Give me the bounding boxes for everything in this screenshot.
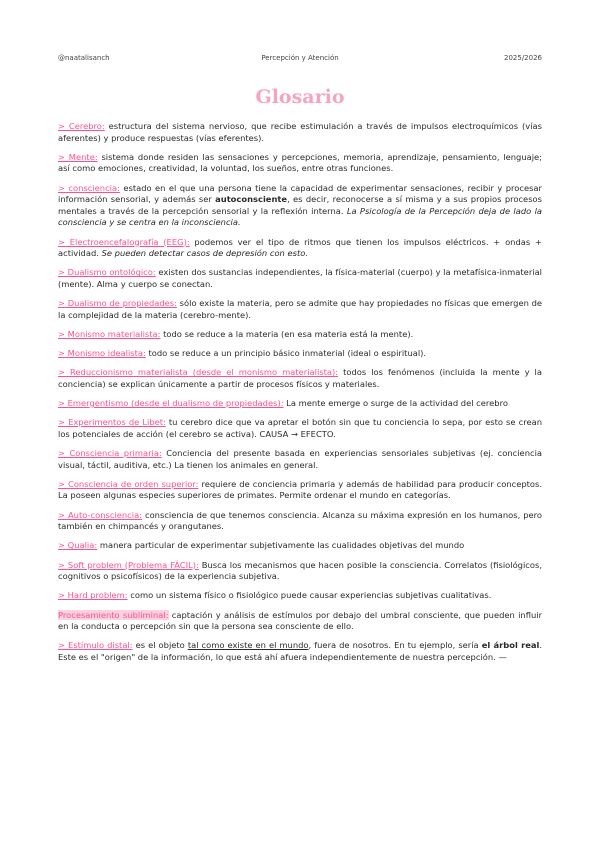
glossary-term: > Monismo idealista: (58, 348, 146, 359)
glossary-term: > Estímulo distal: (58, 640, 133, 651)
glossary-term: > Consciencia de orden superior: (58, 478, 199, 489)
header-subject: Percepción y Atención (261, 54, 339, 62)
glossary-entry (58, 152, 542, 175)
glossary-entry (58, 183, 542, 229)
definition-bold-text: autoconsciente (215, 194, 288, 205)
glossary-entry (58, 640, 542, 663)
definition-text: , fuera de nosotros. En tu ejemplo, sería (308, 640, 482, 651)
glossary-term: > Cerebro: (58, 121, 105, 131)
glossary-entry (58, 367, 542, 390)
definition-text: todos los fenómenos (incluida la mente y la conciencia) se explican únicamente a partir de procesos físicos y materiales. (58, 367, 542, 389)
glossary-entry (58, 448, 542, 471)
glossary-entry (58, 348, 542, 360)
glossary-entry (58, 590, 542, 602)
definition-text: es el objeto (132, 640, 188, 651)
glossary-entry (58, 540, 542, 552)
glossary-term: > consciencia: (58, 182, 120, 193)
definition-text: . Este es el "origen" de la información, lo que está ahí afuera independientemente de nuestra percepción. — (58, 640, 542, 662)
glossary-entry (58, 560, 542, 583)
glossary-term: > Dualismo de propiedades: (58, 298, 177, 309)
definition-italic-note: Se pueden detectar casos de depresión con esto. (101, 248, 308, 259)
glossary-term: > Hard problem: (58, 590, 128, 601)
definition-text: Conciencia del presente basada en experiencias sensoriales subjetivas (ej. conciencia visual, táctil, auditiva, etc.) La tienen los animales en general. (58, 448, 543, 470)
definition-text: sólo existe la materia, pero se admite que hay propiedades no físicas que emergen de la complejidad de la materia (cerebro-mente). (58, 298, 542, 320)
page-title: Glosario (255, 86, 345, 108)
page-header (58, 54, 542, 62)
definition-text: , es decir, reconocerse a sí misma y a sus propios procesos mentales a través de la percepción sensorial y la reflexión interna. (58, 194, 542, 216)
definition-text: captación y análisis de estímulos por debajo del umbral consciente, que pueden influir en la conducta o percepción sin que la persona sea consciente de ello. (58, 609, 543, 632)
glossary-term: > Soft problem (Problema FÁCIL): (58, 559, 199, 570)
glossary-entry (58, 479, 542, 502)
glossary-entry (58, 610, 542, 633)
definition-text: como un sistema físico o fisiológico puede causar experiencias subjetivas cualitativas. (127, 590, 492, 601)
definition-bold-text: el árbol real (481, 640, 540, 651)
glossary-term: > Emergentismo (desde el dualismo de propiedades): (58, 398, 284, 409)
glossary-term: > Auto-consciencia: (58, 509, 142, 520)
glossary-entry (58, 298, 542, 321)
definition-text: consciencia de que tenemos consciencia. Alcanza su máxima expresión en los humanos, pero también en chimpancés y orangutanes. (58, 509, 542, 532)
glossary-term: > Reduccionismo materialista (desde el monismo materialista): (58, 367, 339, 378)
glossary-term: > Qualia: (58, 540, 98, 551)
glossary-entry (58, 267, 542, 290)
glossary-entry (58, 329, 542, 341)
glossary-entry (58, 121, 542, 144)
definition-text: La mente emerge o surge de la actividad del cerebro (283, 398, 508, 409)
header-year: 2025/2026 (504, 54, 542, 62)
definition-italic-note: La Psicología de la Percepción deja de lado la consciencia y se centra en la inconsciencia. (58, 205, 542, 228)
definition-text: existen dos sustancias independientes, la física-material (cuerpo) y la metafísica-inmaterial (mente). Alma y cuerpo se conectan. (58, 267, 542, 289)
glossary-term: > Mente: (58, 151, 98, 162)
glossary-term: > Electroencefalografía (EEG): (58, 236, 190, 247)
glossary-entry (58, 417, 542, 440)
definition-text: podemos ver el tipo de ritmos que tienen los impulsos eléctricos. + ondas + actividad. (58, 236, 542, 259)
definition-text: requiere de conciencia primaria y además de habilidad para producir conceptos. La poseen algunas especies superiores de primates. Permite ordenar el mundo en categorías. (58, 478, 543, 501)
definition-text: estructura del sistema nervioso, que recibe estimulación a través de impulsos electroquímicos (vías aferentes) y produce respuestas (vías eferentes). (58, 121, 542, 143)
glossary-list (58, 121, 542, 671)
definition-text: manera particular de experimentar subjetivamente las cualidades objetivas del mundo (97, 540, 465, 551)
glossary-entry (58, 398, 542, 410)
definition-text: todo se reduce a un principio básico inmaterial (ideal o espiritual). (145, 348, 427, 359)
glossary-term: > Experimentos de Libet: (58, 417, 166, 428)
glossary-term: > Dualismo ontológico: (58, 267, 156, 278)
glossary-term: > Monismo materialista: (58, 328, 161, 339)
glossary-term: > Consciencia primaria: (58, 448, 162, 458)
definition-text: Busca los mecanismos que hacen posible la consciencia. Correlatos (fisiológicos, cognitivos o psicofísicos) de la experiencia subjetiva. (58, 559, 542, 582)
glossary-entry (58, 510, 542, 533)
definition-text: tal como existe en el mundo (187, 640, 309, 651)
definition-text: tu cerebro dice que va apretar el botón sin que tu conciencia lo sepa, por esto se crean los potenciales de acción (el cerebro se activa). CAUSA → EFECTO. (58, 417, 542, 439)
header-author: @naatalisanch (58, 54, 110, 62)
glossary-term: Procesamiento subliminal: (58, 609, 169, 620)
definition-text: estado en el que una persona tiene la capacidad de experimentar sensaciones, recibir y procesar información sensorial, y además ser (58, 182, 542, 205)
definition-text: todo se reduce a la materia (en esa materia está la mente). (160, 328, 414, 339)
definition-text: sistema donde residen las sensaciones y percepciones, memoria, aprendizaje, pensamiento, lenguaje; así como emociones, creatividad, la voluntad, los sueños, entre otras funciones. (58, 151, 542, 174)
glossary-entry (58, 237, 542, 260)
